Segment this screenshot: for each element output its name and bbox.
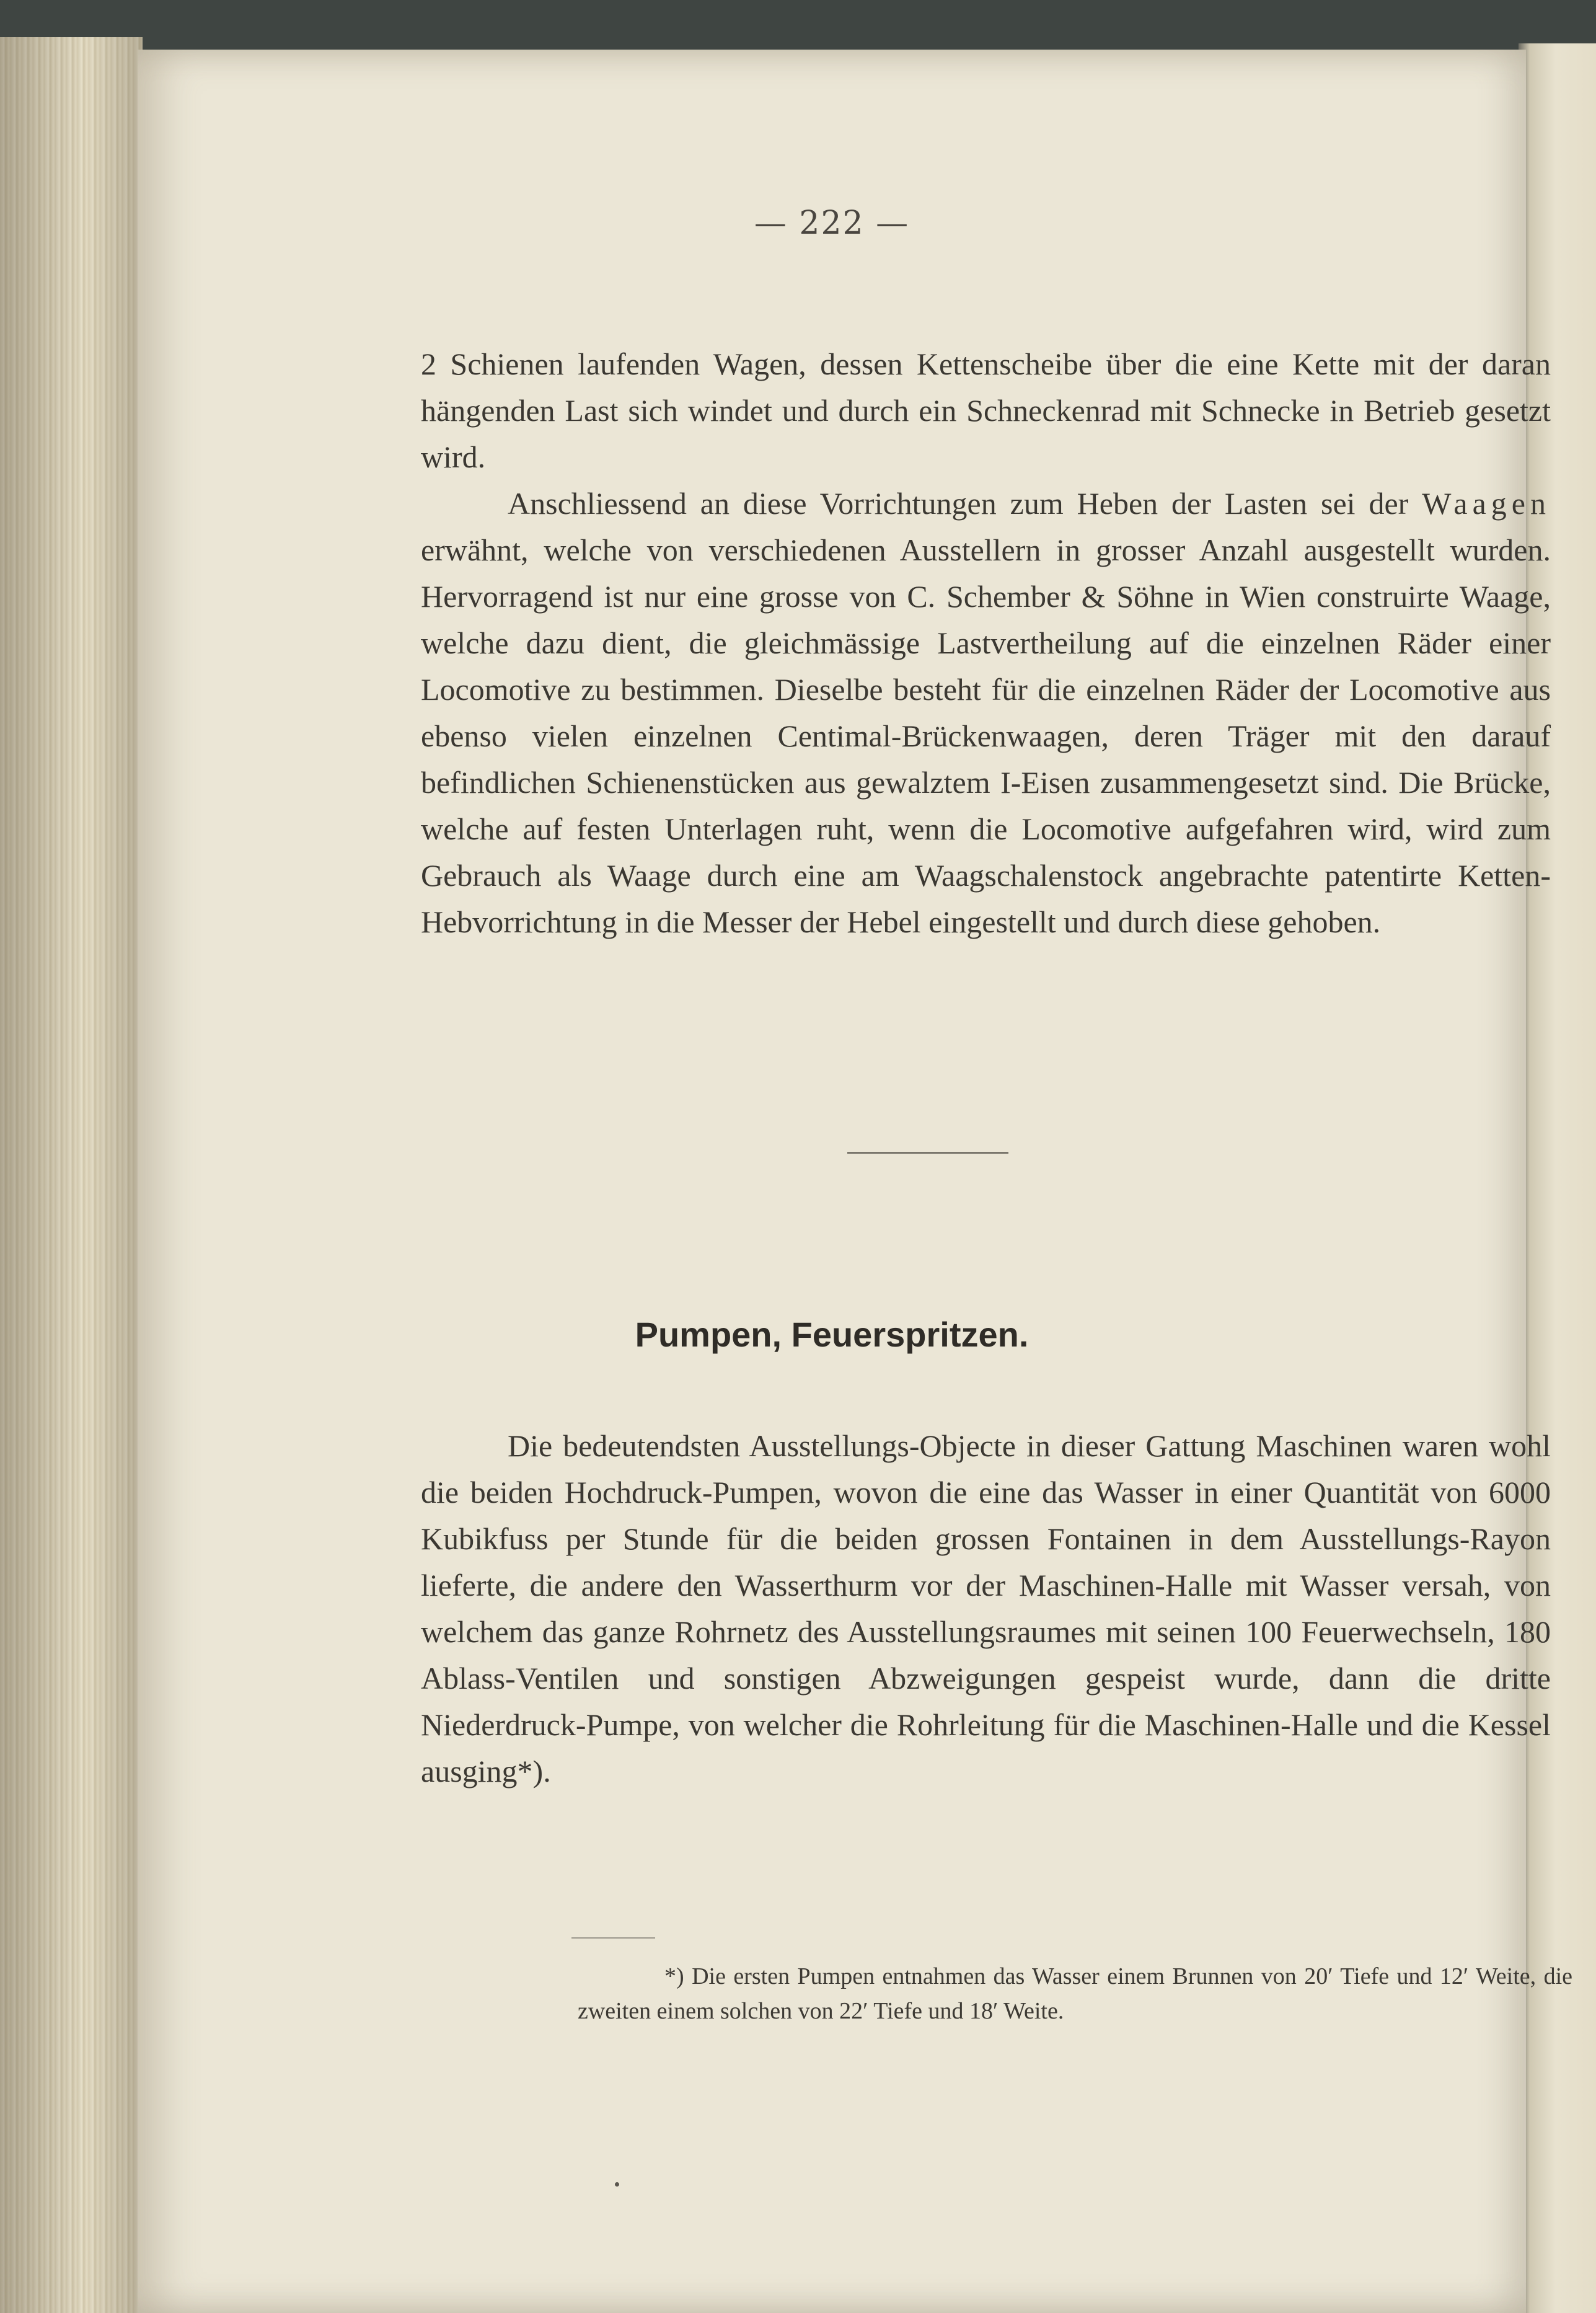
paragraph-waagen-rest: erwähnt, welche von verschiedenen Ausstellern in grosser Anzahl ausgestellt wurden. Hervorragend ist nur eine grosse von C. Schember & Söhne in Wien construirte Waage, welche dazu dient, die gleichmässige Lastvertheilung auf die einzelnen Räder einer Locomotive zu bestimmen. Dieselbe besteht für die einzelnen Räder der Locomotive aus ebenso vielen einzelnen Centimal-Brückenwaagen, deren Träger mit den darauf befindlichen Schienenstücken aus gewalztem I-Eisen zusammengesetzt sind. Die Brücke, welche auf festen Unterlagen ruht, wenn die Locomotive aufgefahren wird, wird zum Gebrauch als Waage durch eine am Waagschalenstock angebrachte patentirte Ketten-Hebvorrichtung in die Messer der Hebel eingestellt und durch diese gehoben. [421,533,1551,939]
emphasis-waagen: Waagen [1422,486,1551,521]
paragraph-waagen-start: Anschliessend an diese Vorrichtungen zum Heben der Lasten sei der [508,486,1422,521]
section-heading: Pumpen, Feuerspritzen. [635,1315,1029,1354]
paragraph-continuation: 2 Schienen laufenden Wagen, dessen Kettenscheibe über die eine Kette mit der daran hängenden Last sich windet und durch ein Schneckenrad mit Schnecke in Betrieb gesetzt wird. [421,347,1551,474]
section-text [421,1423,1551,1795]
section-divider [847,1152,1008,1154]
footnote-text: Die ersten Pumpen entnahmen das Wasser einem Brunnen von 20′ Tiefe und 12′ Weite, die zweiten einem solchen von 22′ Tiefe und 18′ Weite. [578,1963,1572,2024]
body-text [421,341,1551,945]
page-edges-shadow [0,37,143,2313]
paper-speck [615,2182,619,2187]
paragraph-waagen [421,480,1551,945]
page-number: — 222 — [754,205,910,242]
paragraph-pumpen: Die bedeutendsten Ausstellungs-Objecte in dieser Gattung Maschinen waren wohl die beiden Hochdruck-Pumpen, wovon die eine das Wasser in einer Quantität von 6000 Kubikfuss per Stunde für die beiden grossen Fontainen in dem Ausstellungs-Rayon lieferte, die andere den Wasserthurm vor der Maschinen-Halle mit Wasser versah, von welchem das ganze Rohrnetz des Ausstellungsraumes mit seinen 100 Feuerwechseln, 180 Ablass-Ventilen und sonstigen Abzweigungen gespeist wurde, dann die dritte Niederdruck-Pumpe, von welcher die Rohrleitung für die Maschinen-Halle und die Kessel ausging*). [421,1428,1551,1789]
footnote [578,1959,1572,2028]
book-page [138,50,1572,2313]
footnote-mark: *) [664,1963,684,1989]
footnote-rule [571,1937,655,1939]
